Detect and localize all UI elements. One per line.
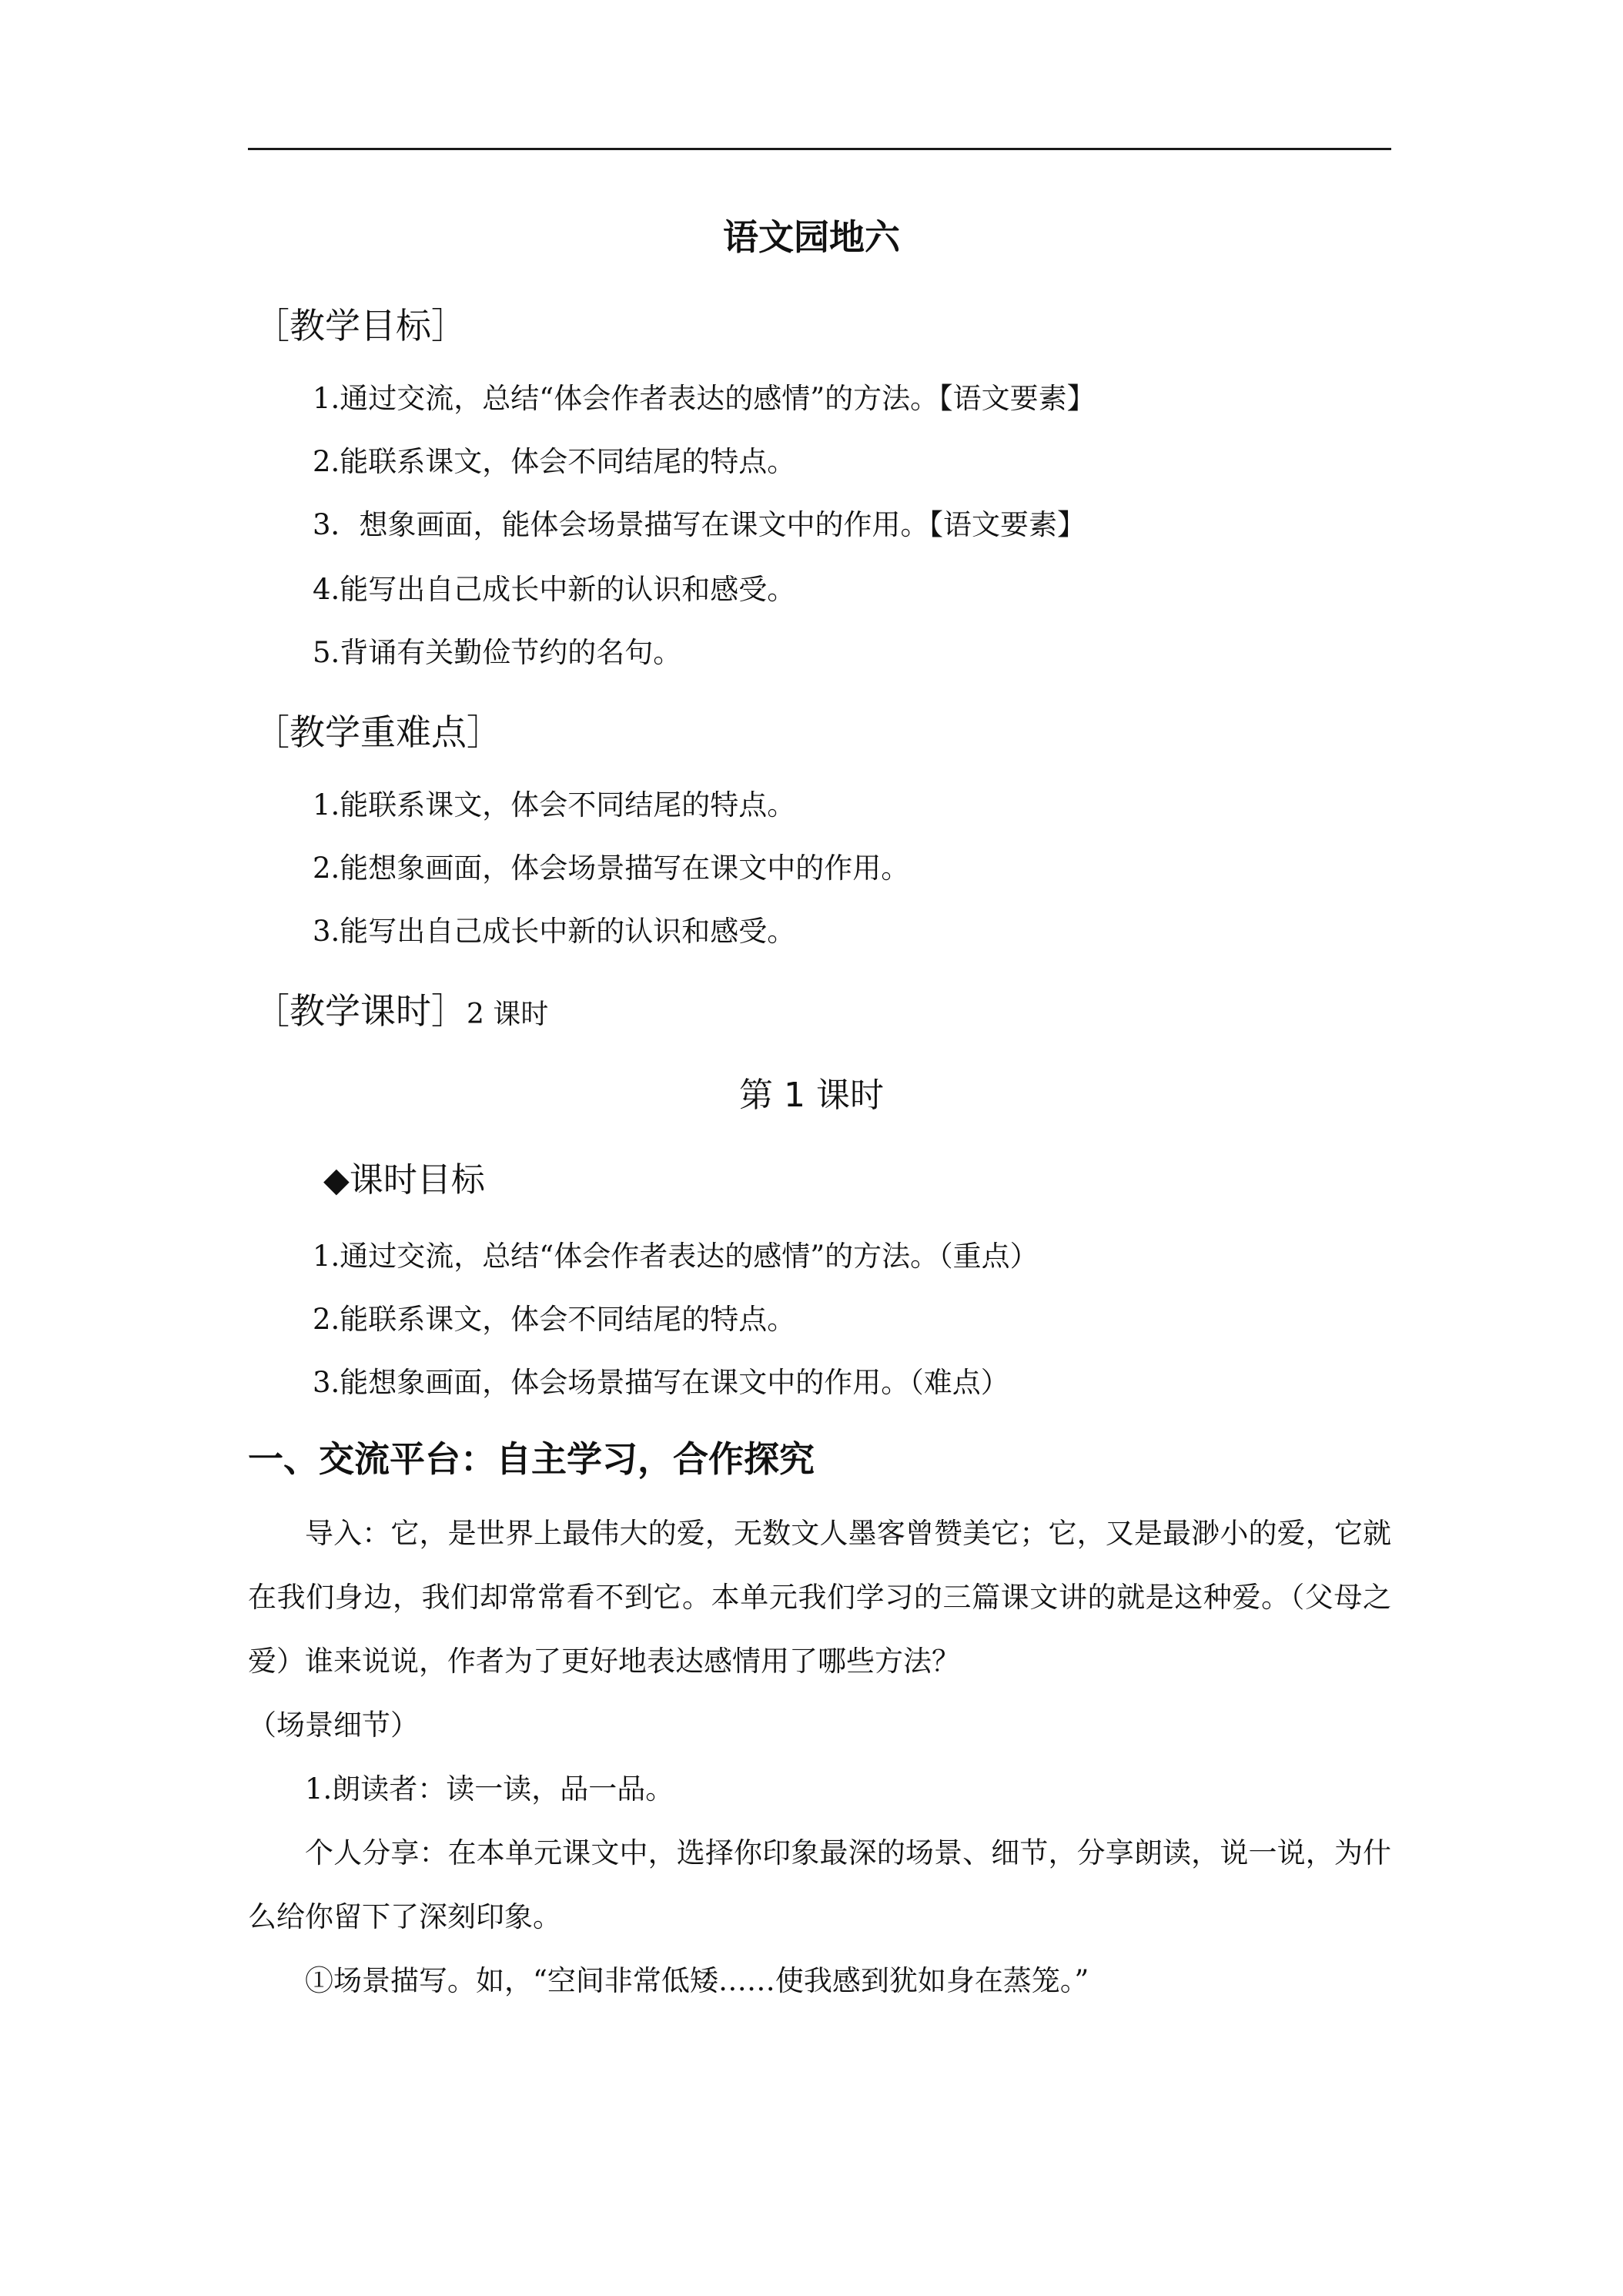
- header-rule: [248, 148, 1391, 150]
- hours-value: 2 课时: [467, 999, 549, 1030]
- objective-item: 2.能联系课文，体会不同结尾的特点。: [313, 445, 796, 478]
- lesson-goal-item: 3.能想象画面，体会场景描写在课文中的作用。（难点）: [313, 1366, 1009, 1399]
- key-points-heading: ［教学重难点］: [254, 711, 502, 753]
- step-paragraph: 1.朗读者：读一读，品一品。: [305, 1772, 674, 1806]
- hours-row: [254, 984, 548, 1042]
- objective-item: 5.背诵有关勤俭节约的名句。: [313, 636, 682, 669]
- lesson-goal-item: 2.能联系课文，体会不同结尾的特点。: [313, 1303, 796, 1336]
- part-heading: 一、交流平台：自主学习，合作探究: [248, 1438, 815, 1480]
- key-point-item: 2.能想象画面，体会场景描写在课文中的作用。: [313, 852, 910, 885]
- example-paragraph: ①场景描写。如，“空间非常低矮……使我感到犹如身在蒸笼。”: [305, 1964, 1089, 1997]
- key-point-item: 1.能联系课文，体会不同结尾的特点。: [313, 788, 796, 822]
- objectives-heading: ［教学目标］: [254, 305, 467, 346]
- page-title: 语文园地六: [723, 216, 900, 258]
- share-paragraph: 个人分享：在本单元课文中，选择你印象最深的场景、细节，分享朗读，说一说，为什么给你留下了深刻印象。: [248, 1836, 1391, 1933]
- lesson-title: 第 1 课时: [739, 1076, 884, 1115]
- lesson-goal-item: 1.通过交流，总结“体会作者表达的感情”的方法。（重点）: [313, 1240, 1039, 1273]
- intro-paragraph: 导入：它，是世界上最伟大的爱，无数文人墨客曾赞美它；它，又是最渺小的爱，它就在我们身边，我们却常常看不到它。本单元我们学习的三篇课文讲的就是这种爱。（父母之爱）谁来说说，作者为了更好地表达感情用了哪些方法？: [248, 1517, 1391, 1678]
- objective-item: 3．想象画面，能体会场景描写在课文中的作用。【语文要素】: [313, 508, 1086, 541]
- objective-item: 1.通过交流，总结“体会作者表达的感情”的方法。【语文要素】: [313, 382, 1096, 415]
- hours-heading: ［教学课时］: [254, 990, 467, 1032]
- lesson-goals-heading: ◆课时目标: [323, 1160, 485, 1200]
- key-point-item: 3.能写出自己成长中新的认识和感受。: [313, 915, 796, 948]
- objective-item: 4.能写出自己成长中新的认识和感受。: [313, 573, 796, 606]
- intro-note: （场景细节）: [248, 1709, 419, 1742]
